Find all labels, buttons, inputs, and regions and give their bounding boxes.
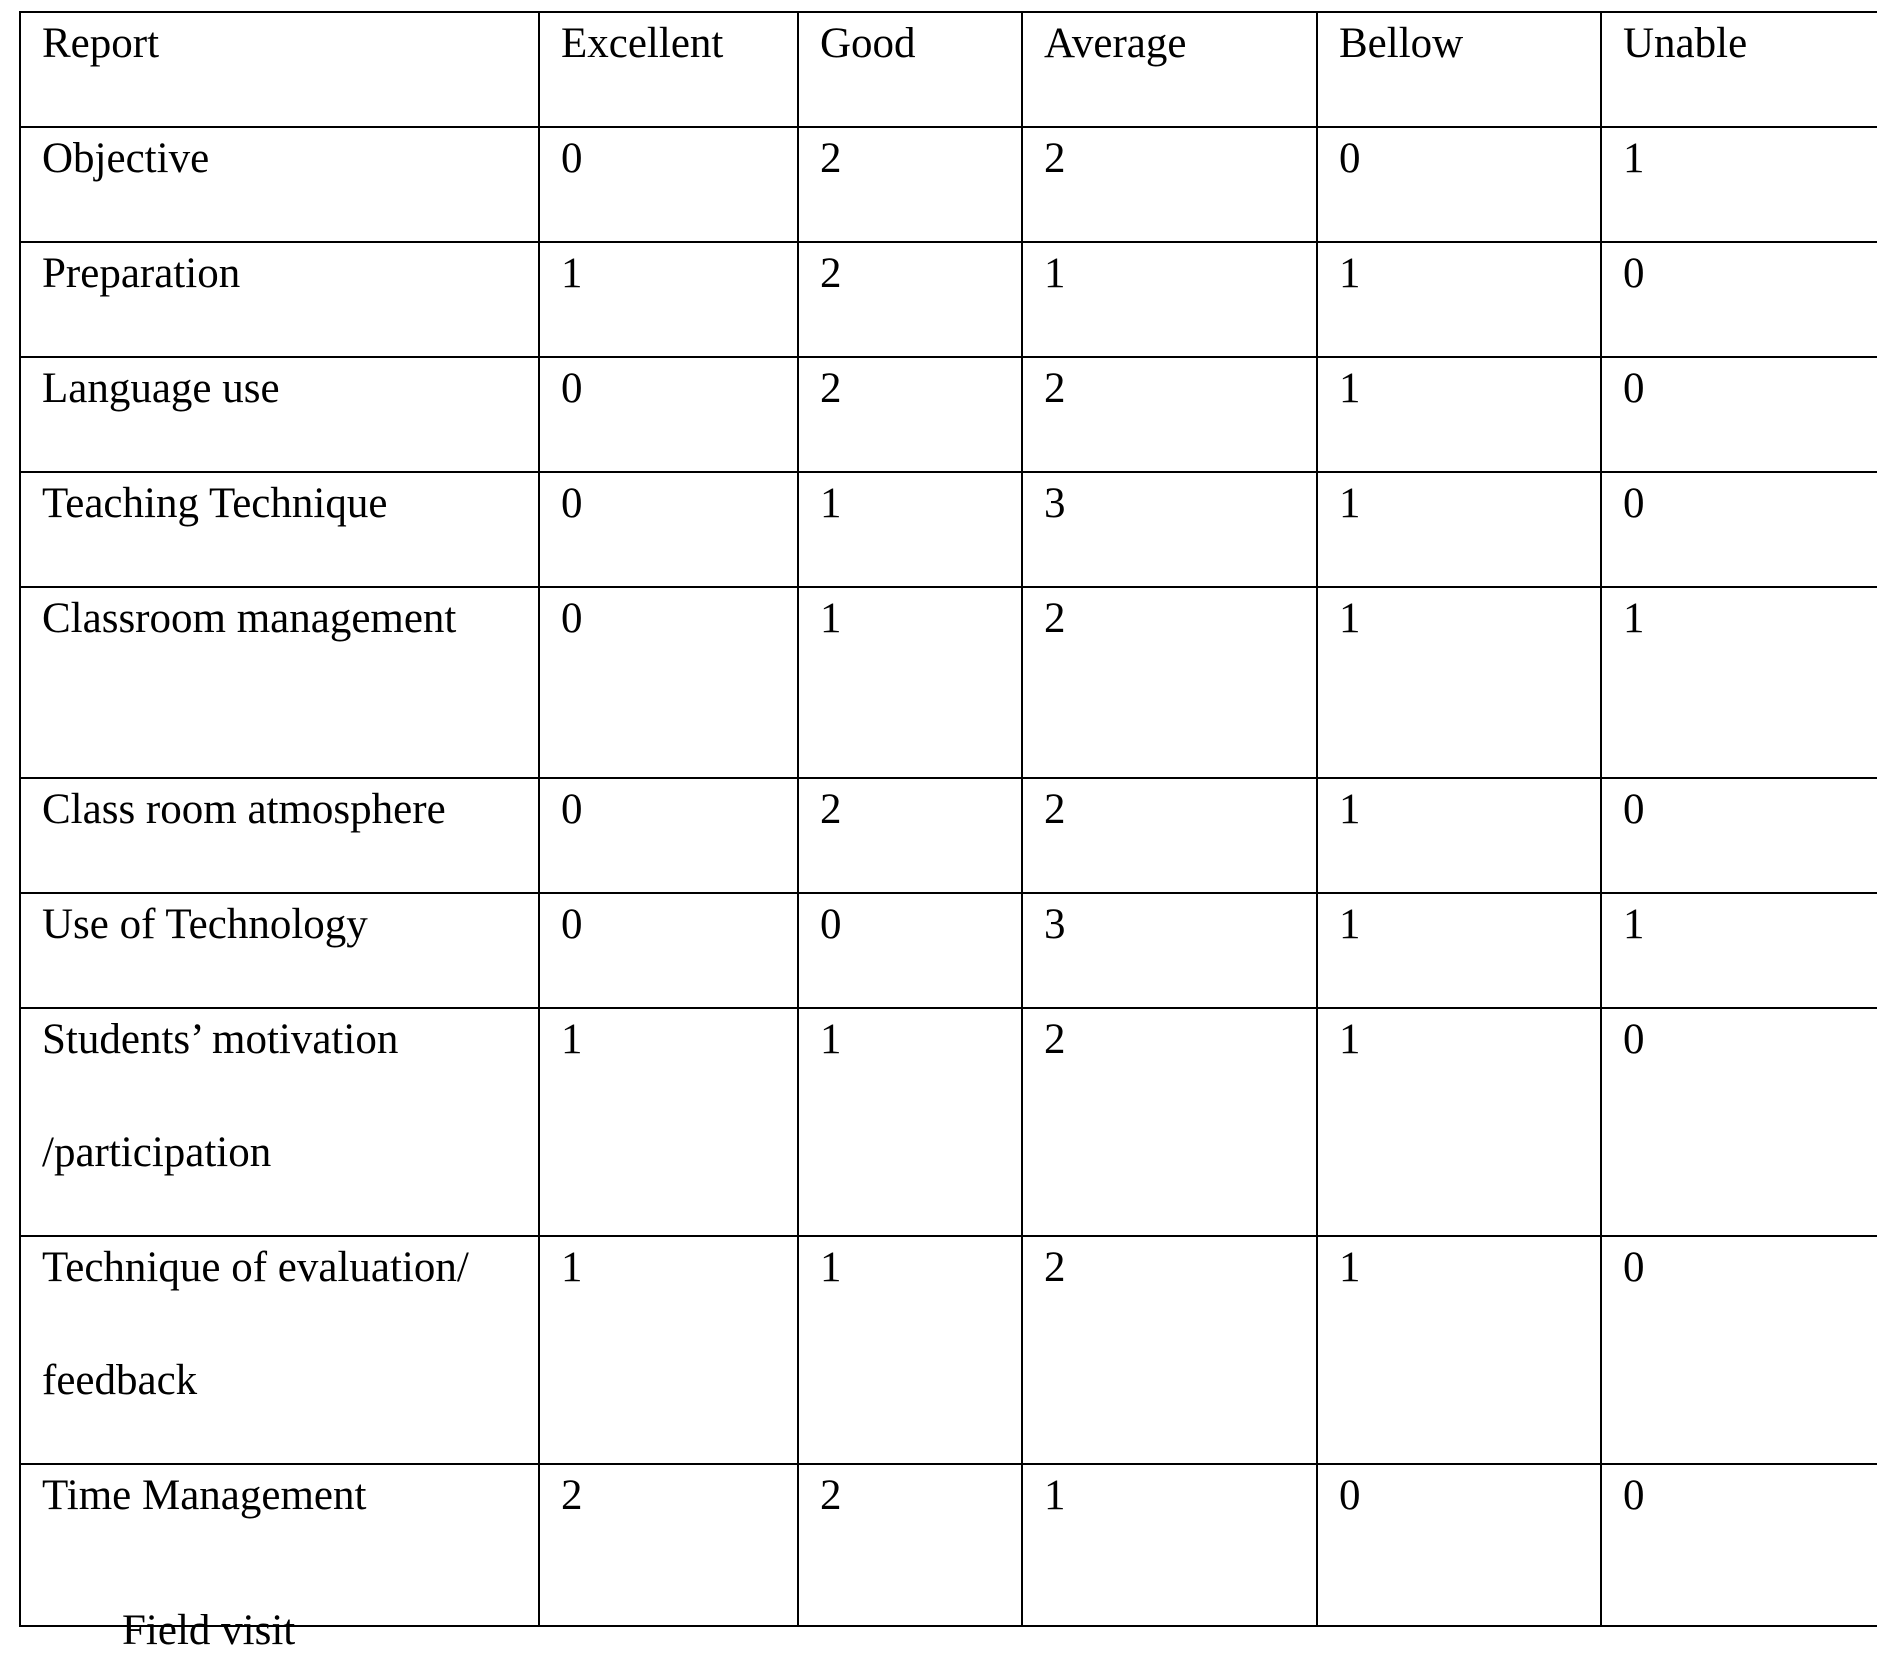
table-cell: 2 — [1022, 587, 1317, 778]
row-label: Class room atmosphere — [20, 778, 539, 893]
table-cell: 2 — [1022, 127, 1317, 242]
table-cell: 0 — [798, 893, 1022, 1008]
table-row — [20, 242, 1877, 357]
table-row — [20, 1236, 1877, 1464]
table-cell: 2 — [1022, 357, 1317, 472]
table-cell: 2 — [1022, 1008, 1317, 1236]
table-cell: 0 — [1601, 1008, 1877, 1236]
table-cell: 1 — [798, 587, 1022, 778]
report-table — [19, 11, 1877, 1627]
table-cell: 0 — [1601, 472, 1877, 587]
table-cell: 1 — [539, 1008, 798, 1236]
table-cell: 0 — [1601, 1236, 1877, 1464]
table-cell: 2 — [798, 778, 1022, 893]
table-cell: 1 — [539, 242, 798, 357]
table-cell: 2 — [798, 242, 1022, 357]
header-cell: Bellow — [1317, 12, 1601, 127]
table-row — [20, 778, 1877, 893]
table-cell: 1 — [798, 1236, 1022, 1464]
table-cell: 1 — [798, 472, 1022, 587]
table-cell: 0 — [1601, 1464, 1877, 1626]
table-cell: 1 — [1601, 587, 1877, 778]
table-cell: 2 — [798, 357, 1022, 472]
table-cell: 2 — [798, 127, 1022, 242]
table-cell: 1 — [1317, 242, 1601, 357]
table-cell: 1 — [1317, 778, 1601, 893]
table-cell: 0 — [1601, 242, 1877, 357]
table-cell: 2 — [1022, 778, 1317, 893]
table-cell: 0 — [539, 587, 798, 778]
table-row — [20, 127, 1877, 242]
table-cell: 1 — [1317, 472, 1601, 587]
table-row — [20, 1008, 1877, 1236]
row-label: Students’ motivation /participation — [20, 1008, 539, 1236]
table-cell: 0 — [539, 357, 798, 472]
row-label: Time Management — [20, 1464, 539, 1626]
table-cell: 1 — [1317, 587, 1601, 778]
table-cell: 1 — [1022, 1464, 1317, 1626]
table-cell: 2 — [539, 1464, 798, 1626]
table-cell: 1 — [539, 1236, 798, 1464]
table-cell: 0 — [1601, 778, 1877, 893]
table-cell: 1 — [1022, 242, 1317, 357]
row-label: Classroom management — [20, 587, 539, 778]
footer-caption: Field visit — [122, 1607, 296, 1654]
header-cell: Report — [20, 12, 539, 127]
row-label: Preparation — [20, 242, 539, 357]
table-cell: 1 — [1317, 1236, 1601, 1464]
table-cell: 0 — [1317, 1464, 1601, 1626]
table-cell: 1 — [798, 1008, 1022, 1236]
header-cell: Average — [1022, 12, 1317, 127]
table-cell: 1 — [1317, 1008, 1601, 1236]
table-cell: 1 — [1601, 893, 1877, 1008]
row-label: Teaching Technique — [20, 472, 539, 587]
table-cell: 0 — [1317, 127, 1601, 242]
table-cell: 0 — [539, 472, 798, 587]
table-cell: 0 — [539, 127, 798, 242]
table-row — [20, 357, 1877, 472]
table-row — [20, 587, 1877, 778]
header-cell: Excellent — [539, 12, 798, 127]
header-cell: Unable — [1601, 12, 1877, 127]
table-row — [20, 472, 1877, 587]
table-cell: 0 — [1601, 357, 1877, 472]
header-row — [20, 12, 1877, 127]
table-row — [20, 893, 1877, 1008]
row-label: Technique of evaluation/ feedback — [20, 1236, 539, 1464]
table-cell: 3 — [1022, 893, 1317, 1008]
table-cell: 0 — [539, 778, 798, 893]
table-cell: 1 — [1601, 127, 1877, 242]
table-cell: 0 — [539, 893, 798, 1008]
table-row — [20, 1464, 1877, 1626]
header-cell: Good — [798, 12, 1022, 127]
row-label: Use of Technology — [20, 893, 539, 1008]
table-cell: 1 — [1317, 893, 1601, 1008]
row-label: Objective — [20, 127, 539, 242]
table-cell: 3 — [1022, 472, 1317, 587]
table-cell: 2 — [798, 1464, 1022, 1626]
table-cell: 2 — [1022, 1236, 1317, 1464]
row-label: Language use — [20, 357, 539, 472]
table-cell: 1 — [1317, 357, 1601, 472]
